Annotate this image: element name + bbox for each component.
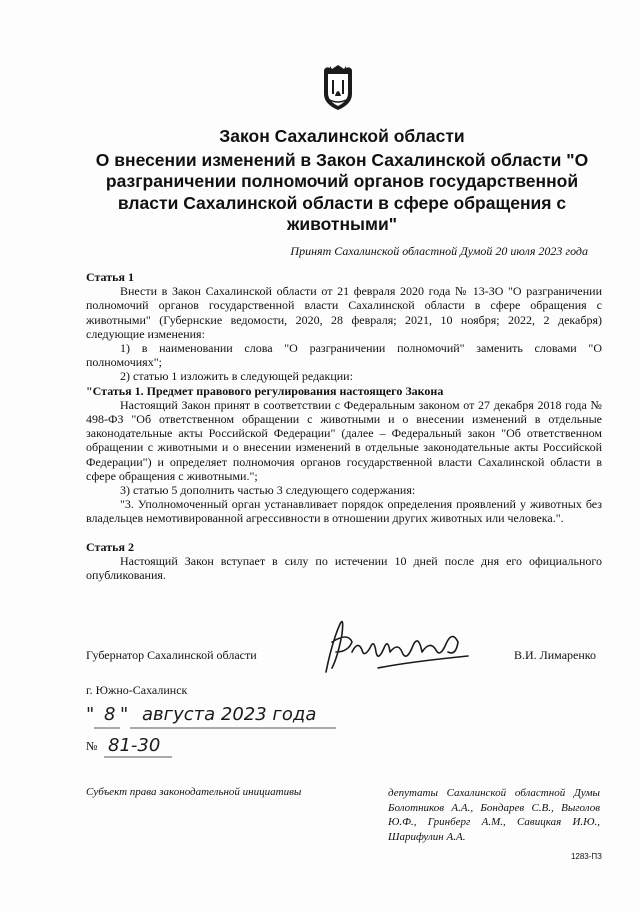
law-body xyxy=(86,270,602,582)
law-title-rest: О внесении изменений в Закон Сахалинской области "О разграничении полномочий органов государственной власти Сахалинской области в сфере обращения с животными" xyxy=(95,149,589,234)
quoted-article-body: Настоящий Закон принят в соответствии с Федеральным законом от 27 декабря 2018 года № 498-ФЗ "Об ответственном обращении с животными и о внесении изменений в отдельные законодательные акты Российской Федерации" (далее – Федеральный закон "Об ответственном обращении с животными и о внесении изменений в отдельные законодательные акты Российской Федерации") и определяет полномочия органов государственной власти Сахалинской области в сфере обращения с животными."; xyxy=(86,397,602,483)
signing-date: " 8 " августа 2023 года xyxy=(86,704,317,725)
article-1-intro: Внести в Закон Сахалинской области от 21 февраля 2020 года № 13-ЗО "О разграничении полномочий органов государственной власти Сахалинской области в сфере обращения с животными" (Губернские ведомости, 2020, 28 февраля; 2021, 10 ноября; 2022, 2 декабря) следующие изменения: xyxy=(86,284,602,341)
article-2-heading: Статья 2 xyxy=(86,539,134,554)
deputies-list: депутаты Сахалинской областной Думы Болотников А.А., Бондарев С.В., Выголов Ю.Ф., Гринберг А.М., Савицкая И.Ю., Шарифулин А.А. xyxy=(388,787,600,843)
governor-position: Губернатор Сахалинской области xyxy=(86,648,257,662)
reference-code: 1283-ПЗ xyxy=(570,852,602,861)
handwritten-signature xyxy=(318,612,478,682)
number-value: 81-30 xyxy=(108,735,161,756)
number-sign: № xyxy=(86,739,98,753)
article-2-text: Настоящий Закон вступает в силу по истечении 10 дней после дня его официального опубликования. xyxy=(86,553,602,583)
article-1-item-3-text: "3. Уполномоченный орган устанавливает порядок определения проявлений у животных без владельцев немотивированной агрессивности в отношении других животных или человека.". xyxy=(86,497,602,526)
article-1-item-2: 2) статью 1 изложить в следующей редакции: xyxy=(120,369,353,384)
quoted-article-heading: "Статья 1. Предмет правового регулирования настоящего Закона xyxy=(86,383,444,398)
article-1-heading: Статья 1 xyxy=(86,270,134,284)
governor-name: В.И. Лимаренко xyxy=(513,648,596,662)
initiative-subject-label: Субъект права законодательной инициативы xyxy=(86,786,302,798)
law-title-line1: Закон Сахалинской области xyxy=(219,126,465,146)
date-day: 8 xyxy=(104,704,116,725)
law-number xyxy=(86,733,186,759)
date-month-year: августа 2023 года xyxy=(142,704,317,725)
sakhalin-coat-of-arms-icon xyxy=(318,60,358,112)
article-1-item-3: 3) статью 5 дополнить частью 3 следующего содержания: xyxy=(120,483,416,498)
law-title xyxy=(92,126,592,236)
city-line: г. Южно-Сахалинск xyxy=(86,683,188,697)
adoption-note: Принят Сахалинской областной Думой 20 июля 2023 года xyxy=(290,244,588,258)
article-1-item-1: 1) в наименовании слова "О разграничении полномочий" заменить словами "О полномочиях"; xyxy=(86,341,602,370)
